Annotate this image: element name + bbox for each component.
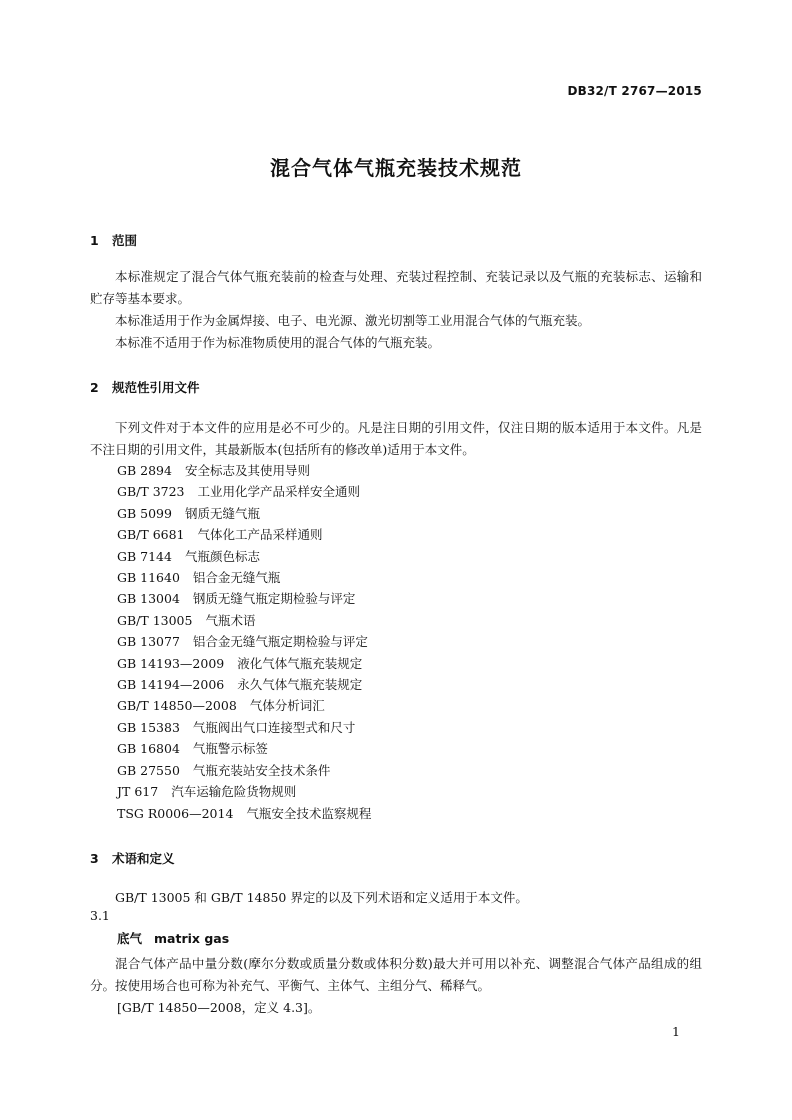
reference-title: 气瓶颜色标志: [184, 548, 260, 564]
reference-code: GB 13004: [117, 591, 180, 607]
reference-title: 工业用化学产品采样安全通则: [197, 484, 361, 500]
section-title: 范围: [112, 233, 138, 248]
reference-code: GB 16804: [117, 741, 180, 757]
section-number: 3: [90, 851, 99, 866]
reference-title: 气体化工产品采样通则: [197, 527, 323, 543]
term-heading: [117, 929, 229, 947]
scope-paragraph-3: 本标准不适用于作为标准物质使用的混合气体的气瓶充装。: [115, 335, 441, 350]
references-intro: 下列文件对于本文件的应用是必不可少的。凡是注日期的引用文件，仅注日期的版本适用于本文件。凡是不注日期的引用文件，其最新版本(包括所有的修改单)适用于本文件。: [90, 420, 702, 457]
reference-code: GB 5099: [117, 505, 172, 521]
scope-paragraph-1: 本标准规定了混合气体气瓶充装前的检查与处理、充装过程控制、充装记录以及气瓶的充装标志、运输和贮存等基本要求。: [90, 269, 702, 306]
reference-code: GB 13077: [117, 634, 180, 650]
standard-code: DB32/T 2767—2015: [567, 84, 702, 98]
reference-item: [117, 503, 371, 524]
reference-code: GB 27550: [117, 762, 180, 778]
reference-title: 钢质无缝气瓶: [184, 505, 260, 521]
reference-title: 气瓶阀出气口连接型式和尺寸: [192, 719, 356, 735]
reference-code: GB 15383: [117, 719, 180, 735]
section-2-heading: [90, 378, 200, 396]
section-1-heading: [90, 231, 137, 249]
term-number: 3.1: [90, 908, 110, 923]
reference-title: 气瓶术语: [205, 612, 256, 628]
section-title: 规范性引用文件: [112, 380, 200, 395]
reference-item: [117, 738, 371, 759]
reference-title: 液化气体气瓶充装规定: [237, 655, 363, 671]
reference-code: GB/T 13005: [117, 612, 193, 628]
reference-item: [117, 695, 371, 716]
reference-item: [117, 653, 371, 674]
scope-paragraph-2: 本标准适用于作为金属焊接、电子、电光源、激光切割等工业用混合气体的气瓶充装。: [115, 313, 591, 328]
reference-code: GB 14193—2009: [117, 655, 225, 671]
section-3-heading: [90, 849, 175, 867]
reference-item: [117, 546, 371, 567]
reference-item: [117, 717, 371, 738]
reference-code: GB 7144: [117, 548, 172, 564]
reference-item: [117, 610, 371, 631]
reference-code: GB 11640: [117, 570, 180, 586]
terms-intro: GB/T 13005 和 GB/T 14850 界定的以及下列术语和定义适用于本文件。: [115, 890, 528, 905]
reference-item: [117, 674, 371, 695]
document-title: 混合气体气瓶充装技术规范: [270, 156, 522, 180]
term-definition: 混合气体产品中量分数(摩尔分数或质量分数或体积分数)最大并可用以补充、调整混合气体产品组成的组分。按使用场合也可称为补充气、平衡气、主体气、主组分气、稀释气。: [90, 956, 702, 993]
reference-code: GB 14194—2006: [117, 677, 225, 693]
reference-title: 安全标志及其使用导则: [184, 463, 310, 478]
reference-item: [117, 524, 371, 545]
reference-title: 钢质无缝气瓶定期检验与评定: [192, 591, 356, 607]
section-number: 1: [90, 233, 99, 248]
reference-title: 铝合金无缝气瓶定期检验与评定: [192, 634, 368, 650]
reference-item: [117, 567, 371, 588]
reference-title: 铝合金无缝气瓶: [192, 570, 281, 586]
reference-title: 气瓶充装站安全技术条件: [192, 762, 331, 778]
reference-item: [117, 588, 371, 609]
reference-code: JT 617: [117, 784, 159, 800]
reference-title: 永久气体气瓶充装规定: [237, 677, 363, 693]
term-english: matrix gas: [154, 931, 230, 946]
reference-code: GB/T 14850—2008: [117, 698, 237, 714]
reference-title: 气瓶安全技术监察规程: [246, 805, 372, 821]
reference-item: [117, 481, 371, 502]
section-title: 术语和定义: [112, 851, 175, 866]
page-number: 1: [672, 1024, 680, 1039]
normative-reference-list: [117, 460, 371, 824]
reference-code: GB/T 3723: [117, 484, 185, 500]
reference-item: [117, 803, 371, 824]
term-source: [GB/T 14850—2008，定义 4.3]。: [117, 1000, 321, 1015]
reference-title: 汽车运输危险货物规则: [171, 784, 297, 800]
reference-title: 气瓶警示标签: [192, 741, 268, 757]
reference-item: [117, 760, 371, 781]
reference-title: 气体分析词汇: [249, 698, 325, 714]
reference-item: [117, 460, 371, 481]
reference-code: GB 2894: [117, 463, 172, 478]
reference-item: [117, 781, 371, 802]
reference-code: TSG R0006—2014: [117, 805, 234, 821]
section-number: 2: [90, 380, 99, 395]
term-chinese: 底气: [117, 931, 143, 946]
reference-item: [117, 631, 371, 652]
reference-code: GB/T 6681: [117, 527, 185, 543]
